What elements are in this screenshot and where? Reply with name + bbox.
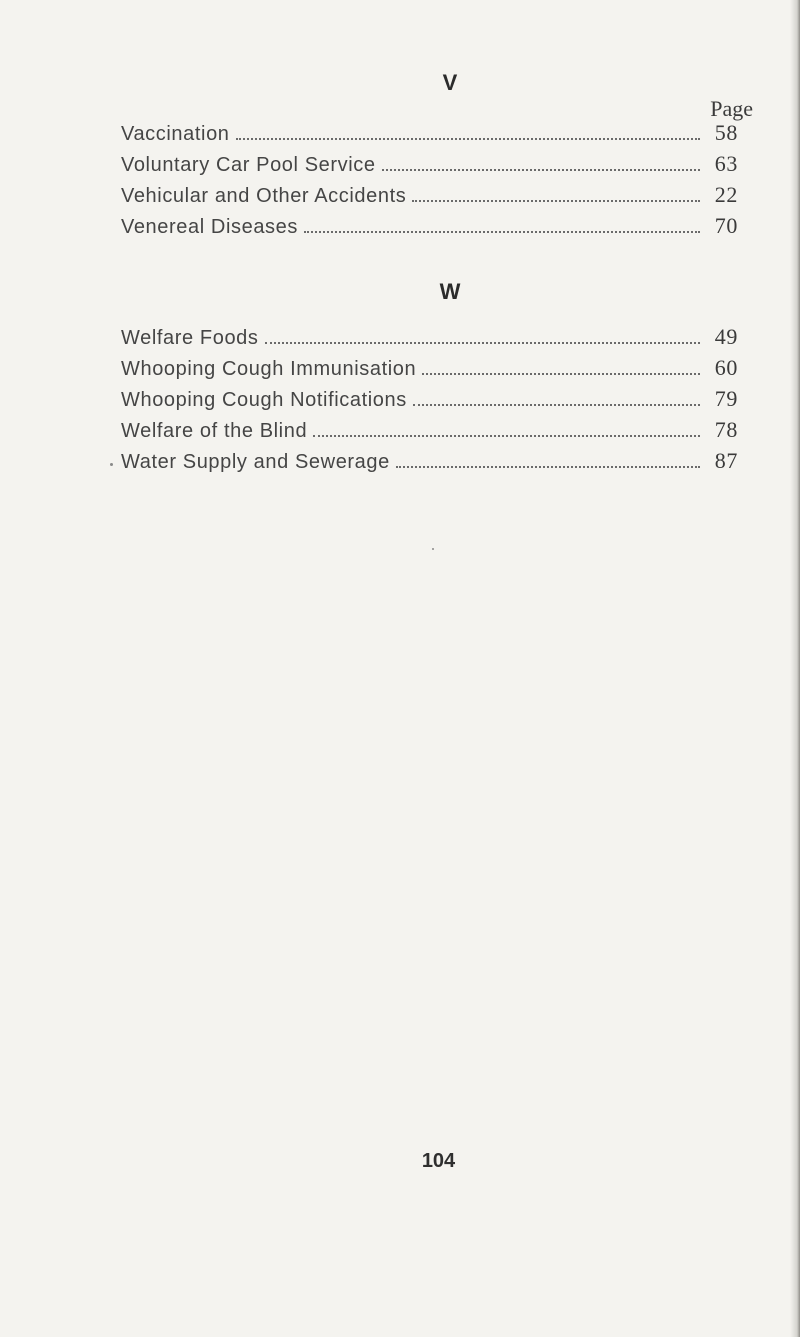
index-entry	[121, 386, 738, 416]
section-heading-w: W	[439, 279, 461, 304]
entry-page-number: 87	[714, 448, 738, 473]
dot-leader	[304, 231, 700, 233]
dot-leader	[396, 466, 700, 468]
dot-leader	[422, 373, 700, 375]
section-heading-v: V	[442, 70, 458, 95]
scan-speck	[432, 548, 434, 550]
entry-page-number: 60	[714, 355, 738, 380]
entry-page-number: 63	[714, 151, 738, 176]
entry-label: Voluntary Car Pool Service	[121, 154, 376, 176]
dot-leader	[236, 138, 700, 140]
index-entry	[121, 324, 738, 354]
index-entry	[121, 213, 738, 243]
index-entry	[121, 182, 738, 212]
entry-page-number: 70	[714, 213, 738, 238]
entry-label: Welfare Foods	[121, 327, 259, 349]
entry-page-number: 49	[714, 324, 738, 349]
entry-page-number: 22	[714, 182, 738, 207]
index-entry	[121, 417, 738, 447]
index-entry	[121, 355, 738, 385]
dot-leader	[413, 404, 700, 406]
entry-page-number: 79	[714, 386, 738, 411]
page-number-footer: 104	[421, 1150, 456, 1172]
index-entry	[121, 120, 738, 150]
scan-speck	[110, 463, 113, 466]
entry-page-number: 58	[714, 120, 738, 145]
page-edge-shadow	[790, 0, 800, 1337]
index-entry	[121, 448, 738, 478]
entry-label: Vehicular and Other Accidents	[121, 185, 407, 207]
dot-leader	[313, 435, 700, 437]
index-entry	[121, 151, 738, 181]
dot-leader	[265, 342, 701, 344]
entry-label: Water Supply and Sewerage	[121, 451, 390, 473]
dot-leader	[382, 169, 700, 171]
entry-label: Vaccination	[121, 123, 230, 145]
entry-page-number: 78	[714, 417, 738, 442]
entry-label: Welfare of the Blind	[121, 420, 308, 442]
entry-label: Venereal Diseases	[121, 216, 298, 238]
entry-label: Whooping Cough Notifications	[121, 389, 407, 411]
page-column-header: Page	[710, 96, 753, 121]
entry-label: Whooping Cough Immunisation	[121, 358, 417, 380]
dot-leader	[412, 200, 700, 202]
